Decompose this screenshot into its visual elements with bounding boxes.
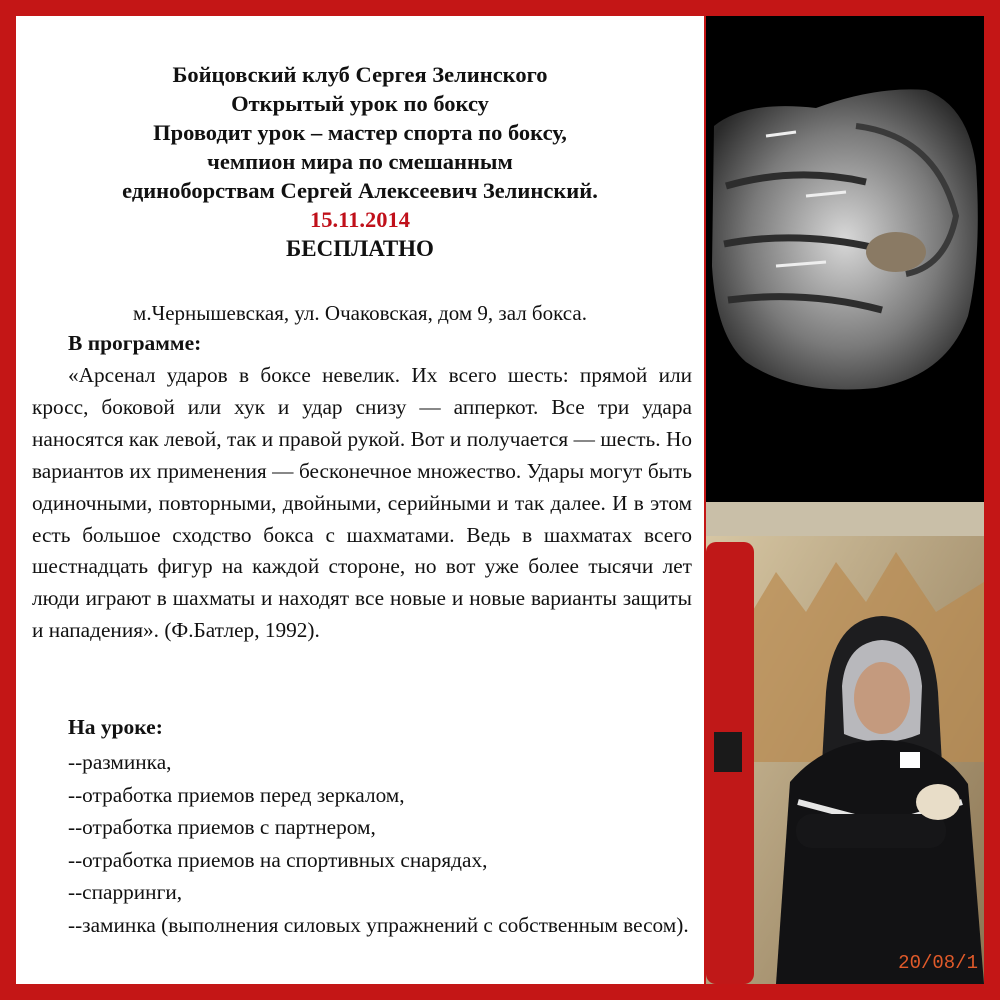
trainer-line-1: Проводит урок – мастер спорта по боксу, bbox=[153, 120, 567, 145]
list-item: --отработка приемов перед зеркалом, bbox=[68, 782, 405, 807]
lesson-title: На уроке: bbox=[68, 715, 163, 739]
program-quote: «Арсенал ударов в боксе невелик. Их всего шесть: прямой или кросс, боковой или хук и удар снизу — апперкот. Все три удара наносятся как левой, так и правой рукой. Вот и получается — шесть. Но вариантов их применения — бесконечное множество. Удары могут быть одиночными, повторными, двойными, серийными и так далее. И в этом есть большое сходство бокса с шахматами. Ведь в шахматах всего шестнадцать фигур на каждой стороне, но вот уже более тысячи лет люди играют в шахматы и находят все новые и новые варианты защиты и нападения». (Ф.Батлер, 1992). bbox=[32, 363, 692, 643]
flyer-header bbox=[16, 60, 704, 263]
lesson-list bbox=[32, 746, 692, 942]
list-item: --спарринги, bbox=[68, 880, 183, 905]
photo-column bbox=[706, 16, 984, 984]
event-title: Открытый урок по боксу bbox=[231, 91, 489, 116]
trainer-line-3: единоборствам Сергей Алексеевич Зелинский. bbox=[122, 178, 598, 203]
boxer-photo bbox=[706, 502, 984, 984]
event-date: 15.11.2014 bbox=[309, 207, 410, 232]
club-name: Бойцовский клуб Сергея Зелинского bbox=[172, 62, 548, 87]
photo-timestamp: 20/08/1 bbox=[898, 952, 978, 974]
price-label: БЕСПЛАТНО bbox=[286, 236, 434, 261]
list-item: --отработка приемов с партнером, bbox=[68, 815, 376, 840]
list-item: --разминка, bbox=[68, 750, 172, 774]
list-item: --отработка приемов на спортивных снарядах, bbox=[68, 847, 488, 872]
event-address: м.Чернышевская, ул. Очаковская, дом 9, зал бокса. bbox=[133, 301, 587, 325]
fist-photo bbox=[706, 16, 984, 496]
trainer-line-2: чемпион мира по смешанным bbox=[207, 149, 513, 174]
program-title: В программе: bbox=[68, 331, 202, 355]
list-item: --заминка (выполнения силовых упражнений с собственным весом). bbox=[68, 912, 689, 937]
flyer-text-panel bbox=[16, 16, 704, 984]
